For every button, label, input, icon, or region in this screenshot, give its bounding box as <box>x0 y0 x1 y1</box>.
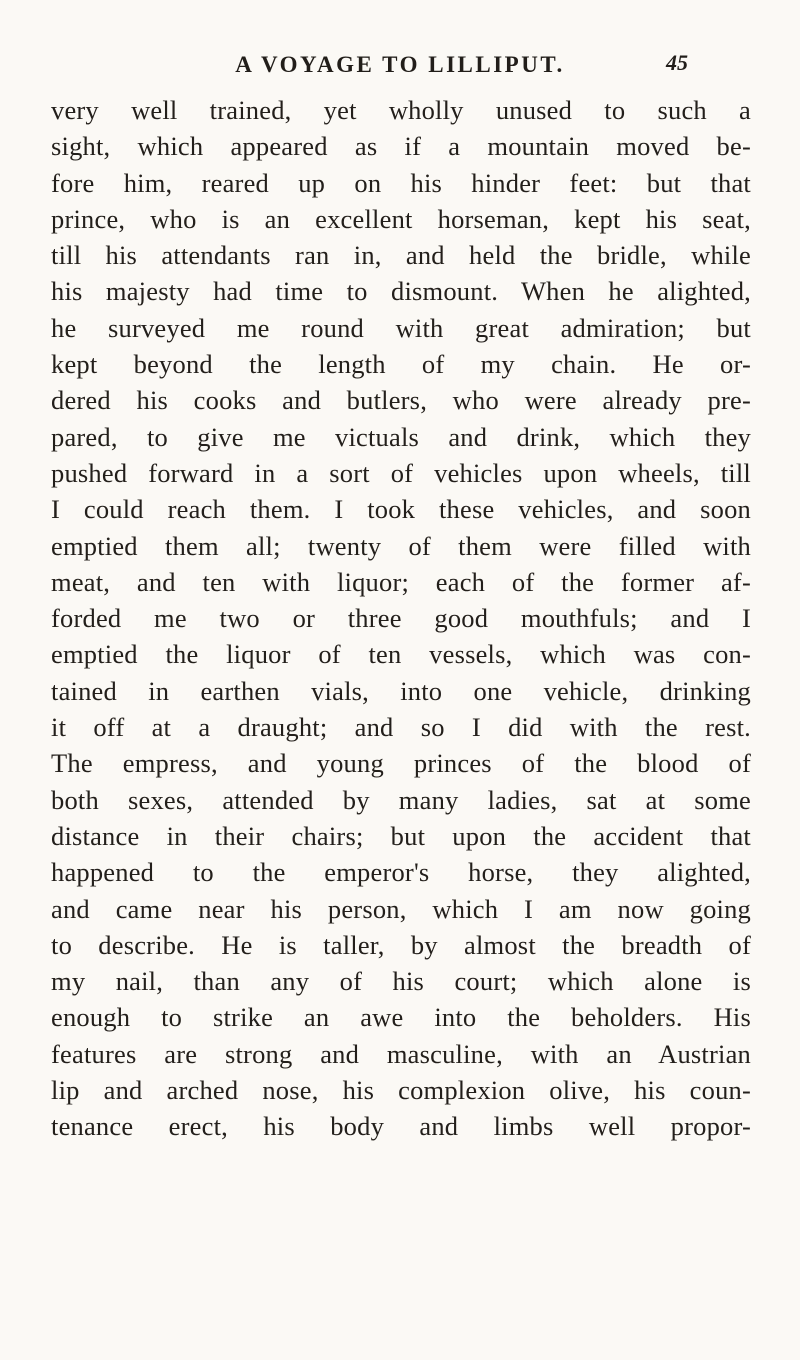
text-line: it off at a draught; and so I did with the rest. <box>51 712 751 743</box>
text-line: dered his cooks and butlers, who were already pre- <box>51 385 751 416</box>
running-title: A VOYAGE TO LILLIPUT. <box>235 52 565 77</box>
text-line: both sexes, attended by many ladies, sat at some <box>51 784 751 815</box>
text-line: fore him, reared up on his hinder feet: but that <box>51 167 751 198</box>
text-line: forded me two or three good mouthfuls; and I <box>51 603 751 634</box>
text-line: emptied the liquor of ten vessels, which was con- <box>51 639 751 670</box>
text-line: pared, to give me victuals and drink, which they <box>51 421 751 452</box>
text-line: very well trained, yet wholly unused to such a <box>51 95 751 125</box>
text-line: emptied them all; twenty of them were filled with <box>51 530 751 561</box>
text-line: happened to the emperor's horse, they alighted, <box>51 857 751 888</box>
text-line: his majesty had time to dismount. When he alighted, <box>51 276 751 307</box>
text-line: The empress, and young princes of the blood of <box>51 748 751 779</box>
text-line: prince, who is an excellent horseman, kept his seat, <box>51 203 751 234</box>
text-line: tenance erect, his body and limbs well propor- <box>51 1111 751 1142</box>
text-line: he surveyed me round with great admiration; but <box>51 312 751 343</box>
text-line: sight, which appeared as if a mountain moved be- <box>51 131 751 162</box>
text-line: kept beyond the length of my chain. He or- <box>51 349 751 380</box>
text-line: lip and arched nose, his complexion olive, his coun- <box>51 1075 751 1106</box>
text-line: to describe. He is taller, by almost the breadth of <box>51 929 751 960</box>
text-line: till his attendants ran in, and held the bridle, while <box>51 240 751 271</box>
text-line: and came near his person, which I am now going <box>51 893 751 924</box>
page-number: 45 <box>666 50 688 75</box>
body-text <box>51 92 751 1145</box>
text-line: tained in earthen vials, into one vehicle, drinking <box>51 675 751 706</box>
text-line: my nail, than any of his court; which alone is <box>51 966 751 997</box>
text-line: distance in their chairs; but upon the accident that <box>51 820 751 851</box>
text-line: meat, and ten with liquor; each of the former af- <box>51 566 751 597</box>
text-line: features are strong and masculine, with an Austrian <box>51 1038 751 1069</box>
text-line: pushed forward in a sort of vehicles upon wheels, till <box>51 457 751 488</box>
text-line: enough to strike an awe into the beholders. His <box>51 1002 751 1033</box>
text-line: I could reach them. I took these vehicles, and soon <box>51 494 751 525</box>
